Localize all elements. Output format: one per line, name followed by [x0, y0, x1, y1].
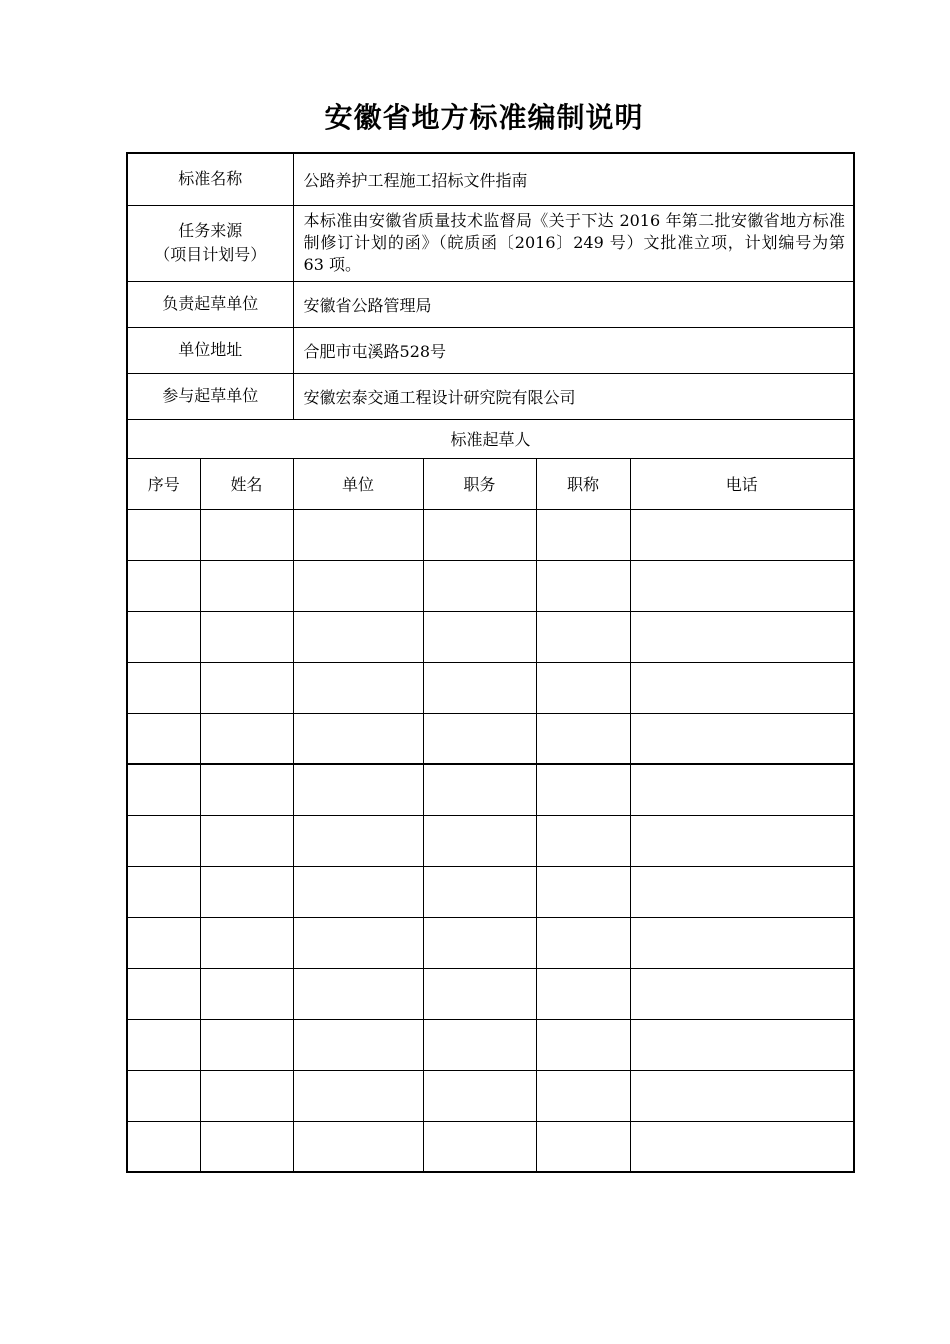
cell-title — [536, 917, 630, 968]
cell-phone — [630, 917, 854, 968]
cell-index — [127, 815, 200, 866]
header-index: 序号 — [127, 458, 200, 509]
cell-phone — [630, 1070, 854, 1121]
cell-index — [127, 1121, 200, 1172]
row-standard-name — [127, 153, 854, 205]
table-row — [127, 815, 854, 866]
row-drafters-section — [127, 419, 854, 458]
drafters-section-title: 标准起草人 — [127, 419, 854, 458]
cell-unit — [293, 866, 423, 917]
label-lead-unit: 负责起草单位 — [127, 281, 293, 327]
table-row — [127, 560, 854, 611]
header-title: 职称 — [536, 458, 630, 509]
cell-unit — [293, 662, 423, 713]
cell-position — [423, 866, 536, 917]
cell-title — [536, 764, 630, 815]
table-row — [127, 662, 854, 713]
header-name: 姓名 — [200, 458, 293, 509]
cell-name — [200, 764, 293, 815]
cell-index — [127, 509, 200, 560]
value-participant: 安徽宏泰交通工程设计研究院有限公司 — [293, 373, 854, 419]
header-unit: 单位 — [293, 458, 423, 509]
cell-name — [200, 1121, 293, 1172]
cell-unit — [293, 917, 423, 968]
cell-position — [423, 560, 536, 611]
cell-phone — [630, 560, 854, 611]
cell-phone — [630, 866, 854, 917]
value-address: 合肥市屯溪路528号 — [293, 327, 854, 373]
label-task-source — [127, 205, 293, 281]
cell-phone — [630, 611, 854, 662]
cell-index — [127, 866, 200, 917]
cell-phone — [630, 1121, 854, 1172]
cell-phone — [630, 815, 854, 866]
table-row — [127, 866, 854, 917]
cell-title — [536, 866, 630, 917]
drafters-header-row — [127, 458, 854, 509]
cell-name — [200, 662, 293, 713]
cell-index — [127, 611, 200, 662]
label-task-source-line1: 任务来源 — [178, 221, 243, 240]
table-row — [127, 968, 854, 1019]
cell-unit — [293, 1121, 423, 1172]
label-task-source-line2: （项目计划号） — [154, 245, 267, 264]
header-position: 职务 — [423, 458, 536, 509]
table-row — [127, 764, 854, 815]
cell-phone — [630, 713, 854, 764]
cell-position — [423, 1019, 536, 1070]
cell-position — [423, 662, 536, 713]
cell-name — [200, 1070, 293, 1121]
value-standard-name: 公路养护工程施工招标文件指南 — [293, 153, 854, 205]
cell-index — [127, 917, 200, 968]
row-address — [127, 327, 854, 373]
cell-unit — [293, 713, 423, 764]
cell-title — [536, 713, 630, 764]
cell-index — [127, 713, 200, 764]
cell-unit — [293, 764, 423, 815]
cell-unit — [293, 1019, 423, 1070]
cell-title — [536, 560, 630, 611]
cell-phone — [630, 968, 854, 1019]
cell-unit — [293, 815, 423, 866]
label-standard-name: 标准名称 — [127, 153, 293, 205]
standard-info-table — [126, 152, 855, 1173]
cell-position — [423, 611, 536, 662]
cell-title — [536, 1121, 630, 1172]
cell-name — [200, 968, 293, 1019]
cell-phone — [630, 662, 854, 713]
cell-name — [200, 815, 293, 866]
cell-name — [200, 866, 293, 917]
cell-index — [127, 968, 200, 1019]
table-row — [127, 1070, 854, 1121]
label-address: 单位地址 — [127, 327, 293, 373]
cell-title — [536, 1019, 630, 1070]
cell-unit — [293, 968, 423, 1019]
cell-index — [127, 662, 200, 713]
cell-name — [200, 713, 293, 764]
cell-phone — [630, 509, 854, 560]
table-row — [127, 611, 854, 662]
cell-phone — [630, 764, 854, 815]
row-lead-unit — [127, 281, 854, 327]
cell-name — [200, 917, 293, 968]
cell-unit — [293, 560, 423, 611]
cell-index — [127, 1019, 200, 1070]
table-row — [127, 917, 854, 968]
table-row — [127, 713, 854, 764]
document-title: 安徽省地方标准编制说明 — [324, 101, 644, 134]
cell-name — [200, 560, 293, 611]
cell-unit — [293, 611, 423, 662]
cell-title — [536, 662, 630, 713]
cell-position — [423, 1121, 536, 1172]
cell-position — [423, 1070, 536, 1121]
cell-unit — [293, 509, 423, 560]
table-row — [127, 509, 854, 560]
cell-position — [423, 713, 536, 764]
cell-phone — [630, 1019, 854, 1070]
cell-name — [200, 509, 293, 560]
cell-title — [536, 968, 630, 1019]
cell-position — [423, 764, 536, 815]
cell-unit — [293, 1070, 423, 1121]
cell-position — [423, 968, 536, 1019]
label-participant: 参与起草单位 — [127, 373, 293, 419]
cell-title — [536, 1070, 630, 1121]
value-lead-unit: 安徽省公路管理局 — [293, 281, 854, 327]
cell-position — [423, 815, 536, 866]
cell-title — [536, 509, 630, 560]
cell-index — [127, 560, 200, 611]
cell-name — [200, 611, 293, 662]
row-task-source — [127, 205, 854, 281]
cell-name — [200, 1019, 293, 1070]
cell-index — [127, 764, 200, 815]
cell-position — [423, 917, 536, 968]
row-participant — [127, 373, 854, 419]
cell-position — [423, 509, 536, 560]
cell-index — [127, 1070, 200, 1121]
header-phone: 电话 — [630, 458, 854, 509]
table-row — [127, 1019, 854, 1070]
value-task-source: 本标准由安徽省质量技术监督局《关于下达 2016 年第二批安徽省地方标准制修订计划的函》（皖质函〔2016〕249 号）文批准立项，计划编号为第 63 项。 — [293, 205, 854, 281]
cell-title — [536, 611, 630, 662]
cell-title — [536, 815, 630, 866]
table-row — [127, 1121, 854, 1172]
